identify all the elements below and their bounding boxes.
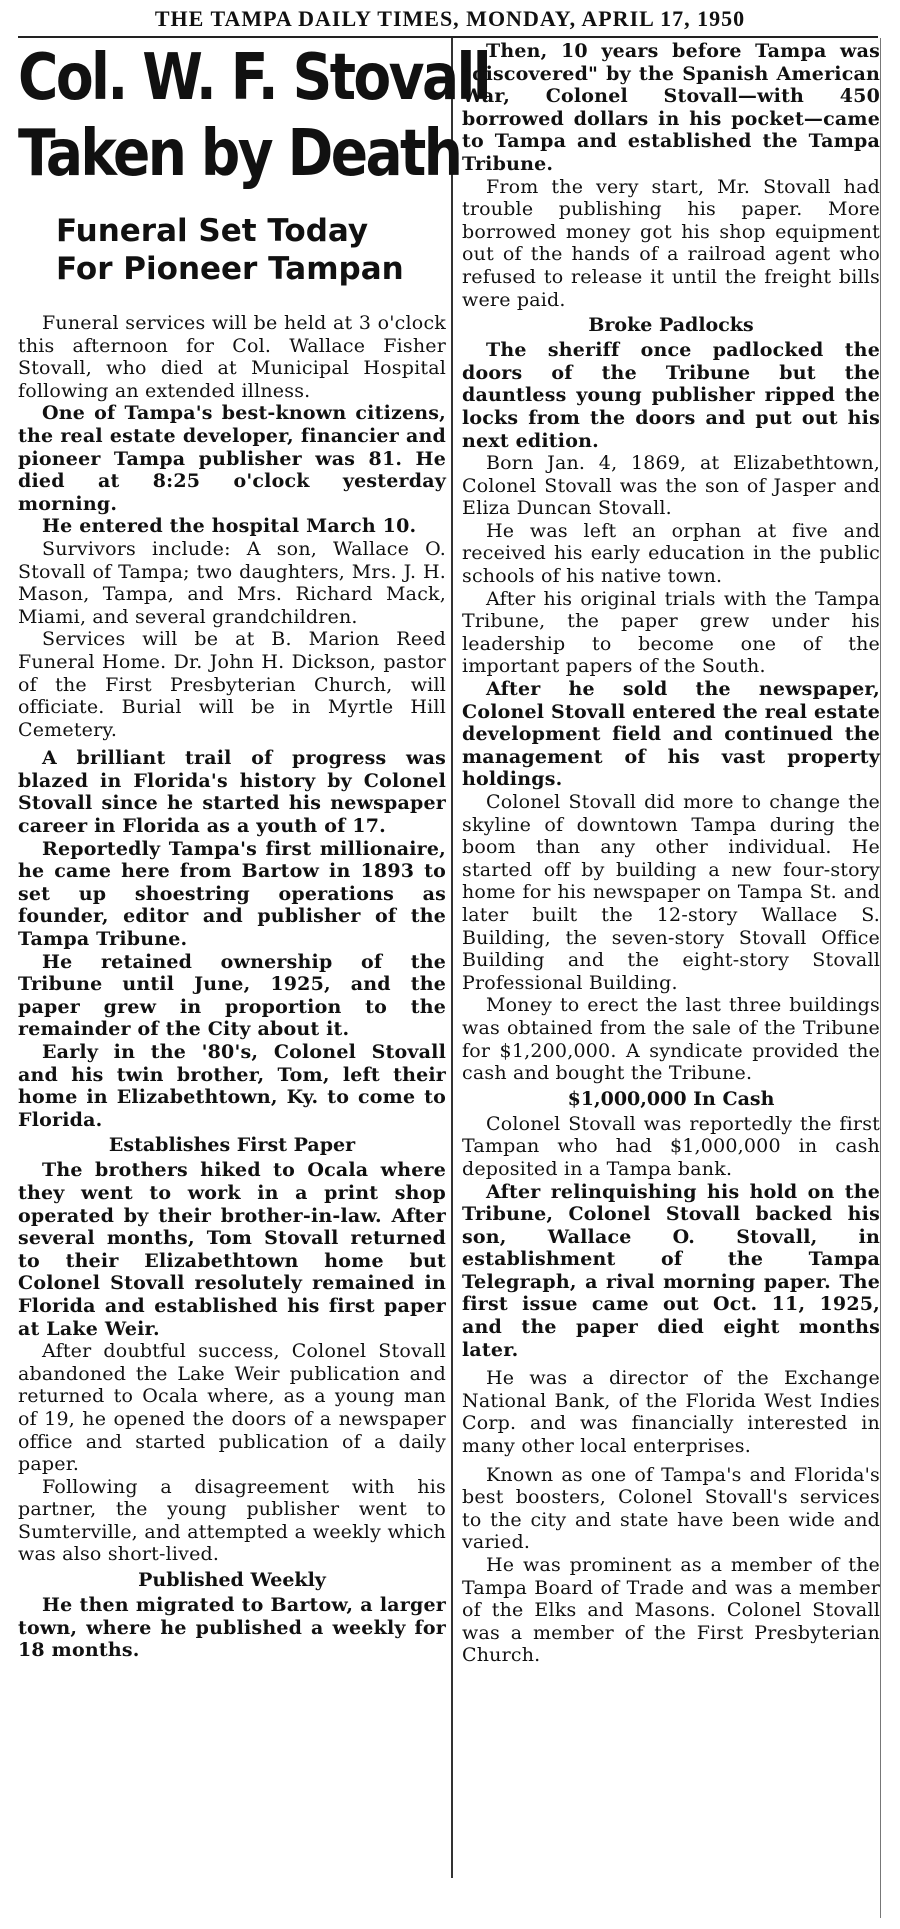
paragraph: From the very start, Mr. Stovall had trouble publishing his paper. More borrowed money got his shop equipment out of the hands of a railroad agent who refused to release it until the freight bills were paid. [462, 175, 880, 311]
paragraph: He was left an orphan at five and received his early education in the public schools of his native town. [462, 519, 880, 588]
paragraph: Funeral services will be held at 3 o'clock this afternoon for Col. Wallace Fisher Stovall, who died at Municipal Hospital following an extended illness. [18, 312, 446, 402]
paragraph: Money to erect the last three buildings was obtained from the sale of the Tribune for $1,200,000. A syndicate provided the cash and bought the Tribune. [462, 994, 880, 1085]
paragraph: After doubtful success, Colonel Stovall abandoned the Lake Weir publication and returned to Ocala where, as a young man of 19, he opened the doors of a newspaper office and started publication of a daily paper. [18, 1340, 446, 1476]
left-column [18, 40, 490, 1662]
paragraph: Colonel Stovall was reportedly the first Tampan who had $1,000,000 in cash deposited in a Tampa bank. [462, 1112, 880, 1180]
section-heading: Broke Padlocks [588, 314, 754, 337]
section-heading: Establishes First Paper [108, 1134, 356, 1157]
paragraph: He was a director of the Exchange National Bank, of the Florida West Indies Corp. and was financially interested in many other local enterprises. [462, 1367, 880, 1458]
headline-line-1: Col. W. F. Stovall [18, 41, 490, 115]
subhead-line-2: For Pioneer Tampan [56, 251, 404, 287]
paragraph: After his original trials with the Tampa Tribune, the paper grew under his leadership to become one of the important papers of the South. [462, 587, 880, 678]
right-edge-rule [880, 38, 881, 1918]
section-heading: Published Weekly [138, 1569, 326, 1592]
paragraph: Known as one of Tampa's and Florida's best boosters, Colonel Stovall's services to the city and state have been wide and varied. [462, 1463, 880, 1554]
paragraph: Early in the '80's, Colonel Stovall and his twin brother, Tom, left their home in Elizabethtown, Ky. to come to Florida. [18, 1041, 446, 1131]
paragraph: He retained ownership of the Tribune until June, 1925, and the paper grew in proportion to the remainder of the City about it. [18, 950, 446, 1041]
paragraph: After he sold the newspaper, Colonel Stovall entered the real estate development field and continued the management of his vast property holdings. [462, 678, 880, 791]
subhead-line-1: Funeral Set Today [56, 213, 369, 249]
paragraph: Survivors include: A son, Wallace O. Stovall of Tampa; two daughters, Mrs. J. H. Mason, Tampa, and Mrs. Richard Mack, Miami, and several grandchildren. [18, 537, 446, 628]
section-heading: $1,000,000 In Cash [567, 1087, 775, 1110]
masthead: THE TAMPA DAILY TIMES, MONDAY, APRIL 17, 1950 [154, 6, 746, 31]
masthead-rule [18, 36, 878, 38]
paragraph: The sheriff once padlocked the doors of the Tribune but the dauntless young publisher ripped the locks from the doors and put out his next edition. [462, 339, 880, 452]
paragraph: One of Tampa's best-known citizens, the real estate developer, financier and pioneer Tampa publisher was 81. He died at 8:25 o'clock yesterday morning. [18, 402, 446, 515]
paragraph: He then migrated to Bartow, a larger town, where he published a weekly for 18 months. [18, 1594, 446, 1662]
paragraph: After relinquishing his hold on the Tribune, Colonel Stovall backed his son, Wallace O. Stovall, in establishment of the Tampa Telegraph, a rival morning paper. The first issue came out Oct. 11, 1925, and the paper died eight months later. [462, 1180, 880, 1361]
paragraph: A brilliant trail of progress was blazed in Florida's history by Colonel Stovall since he started his newspaper career in Florida as a youth of 17. [18, 747, 446, 838]
paragraph: Reportedly Tampa's first millionaire, he came here from Bartow in 1893 to set up shoestring operations as founder, editor and publisher of the Tampa Tribune. [18, 837, 446, 951]
left-article-body [18, 312, 446, 1662]
paragraph: Following a disagreement with his partner, the young publisher went to Sumterville, and attempted a weekly which was also short-lived. [18, 1475, 446, 1566]
paragraph: Colonel Stovall did more to change the skyline of downtown Tampa during the boom than any other individual. He started off by building a new four-story home for his newspaper on Tampa St. and later built the 12-story Wallace S. Building, the seven-story Stovall Office Building and the eight-story Stovall Professional Building. [462, 791, 880, 994]
paragraph: Then, 10 years before Tampa was "discovered" by the Spanish American War, Colonel Stovall—with 450 borrowed dollars in his pocket—came to Tampa and established the Tampa Tribune. [462, 40, 880, 175]
right-column [462, 40, 880, 1667]
paragraph: Services will be at B. Marion Reed Funeral Home. Dr. John H. Dickson, pastor of the First Presbyterian Church, will officiate. Burial will be in Myrtle Hill Cemetery. [18, 628, 446, 741]
column-divider [451, 38, 453, 1878]
paragraph: He was prominent as a member of the Tampa Board of Trade and was a member of the Elks and Masons. Colonel Stovall was a member of the First Presbyterian Church. [462, 1554, 880, 1667]
paragraph: He entered the hospital March 10. [42, 515, 417, 538]
paragraph: Born Jan. 4, 1869, at Elizabethtown, Colonel Stovall was the son of Jasper and Eliza Duncan Stovall. [462, 452, 880, 520]
paragraph: The brothers hiked to Ocala where they went to work in a print shop operated by their brother-in-law. After several months, Tom Stovall returned to their Elizabethtown home but Colonel Stovall resolutely remained in Florida and established his first paper at Lake Weir. [18, 1159, 446, 1340]
headline-line-2: Taken by Death [18, 117, 461, 191]
